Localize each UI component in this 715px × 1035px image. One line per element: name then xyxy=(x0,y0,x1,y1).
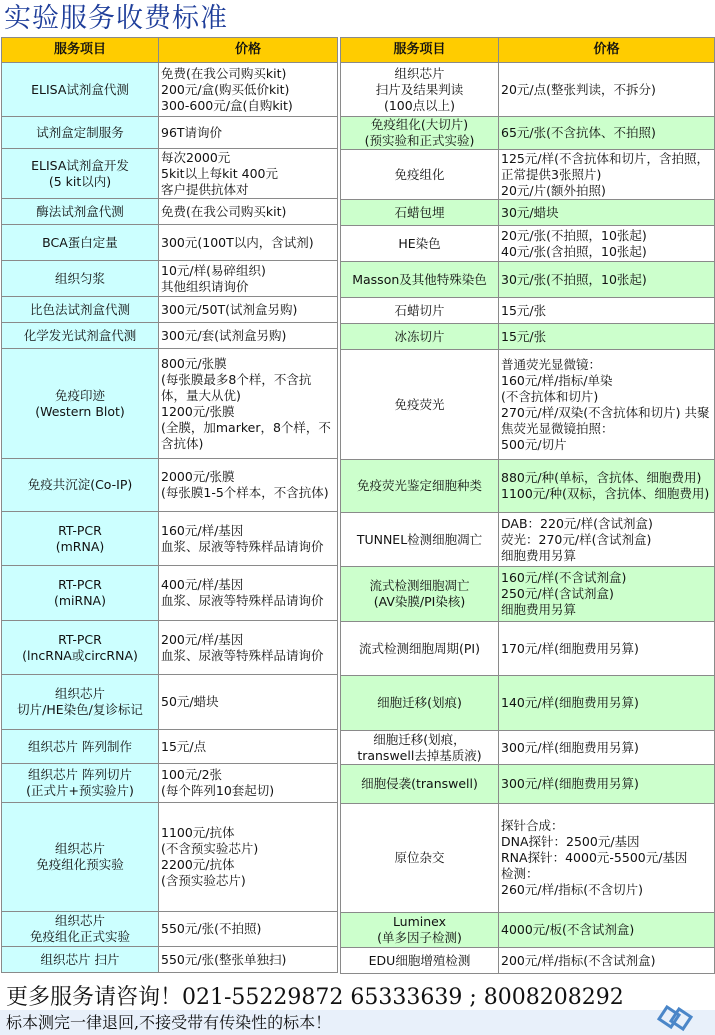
service-name-cell: ELISA试剂盒开发 (5 kit以内) xyxy=(2,149,159,199)
price-cell: 4000元/板(不含试剂盒) xyxy=(499,913,715,948)
price-cell: 160元/样/基因 血浆、尿液等特殊样品请询价 xyxy=(159,512,338,566)
price-header: 价格 xyxy=(499,38,715,63)
service-name-cell: 组织匀浆 xyxy=(2,261,159,297)
service-name-cell: RT-PCR (miRNA) xyxy=(2,566,159,621)
table-row xyxy=(341,63,715,117)
table-row xyxy=(341,298,715,324)
price-cell: 300元/样(细胞费用另算) xyxy=(499,765,715,804)
price-cell: 每次2000元 5kit以上每kit 400元 客户提供抗体对 xyxy=(159,149,338,199)
table-row xyxy=(341,350,715,460)
price-cell: 15元/张 xyxy=(499,324,715,350)
service-name-cell: 原位杂交 xyxy=(341,804,499,913)
table-row xyxy=(341,567,715,622)
service-name-cell: HE染色 xyxy=(341,226,499,262)
service-name-cell: 试剂盒定制服务 xyxy=(2,117,159,149)
service-name-cell: ELISA试剂盒代测 xyxy=(2,63,159,117)
service-name-cell: 免疫荧光鉴定细胞种类 xyxy=(341,460,499,513)
price-cell: 160元/样(不含试剂盒) 250元/样(含试剂盒) 细胞费用另算 xyxy=(499,567,715,622)
price-cell: 30元/蜡块 xyxy=(499,200,715,226)
price-cell: 10元/样(易碎组织) 其他组织请询价 xyxy=(159,261,338,297)
table-row xyxy=(2,225,338,261)
price-table-right xyxy=(340,37,715,974)
price-cell: 800元/张膜 (每张膜最多8个样，不含抗体，量大从优) 1200元/张膜 (全膜，加marker，8个样，不含抗体) xyxy=(159,349,338,459)
table-row xyxy=(341,804,715,913)
price-cell: 140元/样(细胞费用另算) xyxy=(499,676,715,731)
service-name-cell: 组织芯片 切片/HE染色/复诊标记 xyxy=(2,675,159,730)
service-name-cell: 石蜡切片 xyxy=(341,298,499,324)
table-row xyxy=(341,913,715,948)
price-cell: 170元/样(细胞费用另算) xyxy=(499,622,715,676)
table-row xyxy=(341,117,715,150)
service-name-cell: 免疫印迹 (Western Blot) xyxy=(2,349,159,459)
price-cell: 65元/张(不含抗体、不拍照) xyxy=(499,117,715,150)
table-row xyxy=(2,63,338,117)
service-name-cell: 组织芯片 阵列制作 xyxy=(2,730,159,764)
table-row xyxy=(341,622,715,676)
price-cell: 探针合成： DNA探针：2500元/基因 RNA探针：4000元-5500元/基因 检测： 260元/样/指标(不含切片) xyxy=(499,804,715,913)
table-row xyxy=(2,459,338,512)
service-name-cell: BCA蛋白定量 xyxy=(2,225,159,261)
service-name-cell: 细胞迁移(划痕， transwell去掉基质液) xyxy=(341,731,499,765)
price-cell: 200元/样/指标(不含试剂盒) xyxy=(499,948,715,974)
price-cell: 550元/张(不拍照) xyxy=(159,912,338,947)
table-row xyxy=(341,200,715,226)
table-row xyxy=(2,912,338,947)
price-cell: 96T请询价 xyxy=(159,117,338,149)
service-name-cell: 比色法试剂盒代测 xyxy=(2,297,159,323)
service-name-cell: 流式检测细胞凋亡 (AV染膜/PI染核) xyxy=(341,567,499,622)
table-row xyxy=(2,566,338,621)
price-cell: 50元/蜡块 xyxy=(159,675,338,730)
service-name-cell: 细胞迁移(划痕) xyxy=(341,676,499,731)
service-name-cell: 组织芯片 免疫组化预实验 xyxy=(2,803,159,912)
price-cell: 300元/套(试剂盒另购) xyxy=(159,323,338,349)
price-cell: 20元/点(整张判读，不拆分) xyxy=(499,63,715,117)
price-cell: 125元/样(不含抗体和切片，含拍照，正常提供3张照片) 20元/片(额外拍照) xyxy=(499,150,715,200)
table-row xyxy=(2,349,338,459)
service-name-cell: 组织芯片 扫片及结果判读 (100点以上) xyxy=(341,63,499,117)
service-name-cell: 组织芯片 扫片 xyxy=(2,947,159,973)
service-header: 服务项目 xyxy=(341,38,499,63)
table-row xyxy=(2,803,338,912)
service-name-cell: 免疫组化 xyxy=(341,150,499,200)
service-name-cell: RT-PCR (mRNA) xyxy=(2,512,159,566)
table-row xyxy=(2,297,338,323)
service-name-cell: 流式检测细胞周期(PI) xyxy=(341,622,499,676)
price-table-left xyxy=(1,37,338,973)
price-cell: 普通荧光显微镜： 160元/样/指标/单染 (不含抗体和切片) 270元/样/双染(不含抗体和切片) 共聚焦荧光显微镜拍照： 500元/切片 xyxy=(499,350,715,460)
table-row xyxy=(341,460,715,513)
service-name-cell: RT-PCR (lncRNA或circRNA) xyxy=(2,621,159,675)
price-cell: 200元/样/基因 血浆、尿液等特殊样品请询价 xyxy=(159,621,338,675)
price-cell: 400元/样/基因 血浆、尿液等特殊样品请询价 xyxy=(159,566,338,621)
price-cell: 15元/张 xyxy=(499,298,715,324)
price-cell: 15元/点 xyxy=(159,730,338,764)
table-row xyxy=(2,621,338,675)
service-name-cell: EDU细胞增殖检测 xyxy=(341,948,499,974)
service-name-cell: 冰冻切片 xyxy=(341,324,499,350)
table-row xyxy=(2,323,338,349)
service-name-cell: 免疫荧光 xyxy=(341,350,499,460)
table-row xyxy=(2,149,338,199)
price-cell: 30元/张(不拍照，10张起) xyxy=(499,262,715,298)
table-row xyxy=(341,262,715,298)
table-row xyxy=(2,947,338,973)
table-row xyxy=(341,513,715,567)
table-row xyxy=(2,261,338,297)
table-row xyxy=(341,731,715,765)
table-row xyxy=(2,675,338,730)
table-row xyxy=(341,226,715,262)
page-title: 实验服务收费标准 xyxy=(4,3,228,34)
table-row xyxy=(341,676,715,731)
table-header-row xyxy=(2,38,338,63)
price-cell: 免费(在我公司购买kit) 200元/盒(购买低价kit) 300-600元/盒(自购kit) xyxy=(159,63,338,117)
table-row xyxy=(2,730,338,764)
table-row xyxy=(2,117,338,149)
price-cell: 20元/张(不拍照，10张起) 40元/张(含拍照，10张起) xyxy=(499,226,715,262)
service-name-cell: 免疫组化(大切片) (预实验和正式实验) xyxy=(341,117,499,150)
table-header-row xyxy=(341,38,715,63)
logo-icon xyxy=(645,1003,705,1033)
service-name-cell: 组织芯片 免疫组化正式实验 xyxy=(2,912,159,947)
price-cell: 880元/种(单标，含抗体、细胞费用) 1100元/种(双标，含抗体、细胞费用) xyxy=(499,460,715,513)
price-header: 价格 xyxy=(159,38,338,63)
table-row xyxy=(341,765,715,804)
table-row xyxy=(341,324,715,350)
price-cell: 100元/2张 (每个阵列10套起切) xyxy=(159,764,338,803)
service-name-cell: Masson及其他特殊染色 xyxy=(341,262,499,298)
service-name-cell: 组织芯片 阵列切片 (正式片+预实验片) xyxy=(2,764,159,803)
service-name-cell: 细胞侵袭(transwell) xyxy=(341,765,499,804)
table-row xyxy=(2,764,338,803)
price-cell: 2000元/张膜 (每张膜1-5个样本，不含抗体) xyxy=(159,459,338,512)
table-row xyxy=(341,150,715,200)
service-name-cell: 免疫共沉淀(Co-IP) xyxy=(2,459,159,512)
service-name-cell: 酶法试剂盒代测 xyxy=(2,199,159,225)
price-cell: DAB：220元/样(含试剂盒) 荧光：270元/样(含试剂盒) 细胞费用另算 xyxy=(499,513,715,567)
table-row xyxy=(2,512,338,566)
price-cell: 300元(100T以内，含试剂) xyxy=(159,225,338,261)
service-name-cell: TUNNEL检测细胞凋亡 xyxy=(341,513,499,567)
service-header: 服务项目 xyxy=(2,38,159,63)
table-row xyxy=(341,948,715,974)
contact-line: 更多服务请咨询！021-55229872 65333639 ; 8008208292 xyxy=(6,985,624,1010)
service-name-cell: Luminex (单多因子检测) xyxy=(341,913,499,948)
price-cell: 550元/张(整张单独扫) xyxy=(159,947,338,973)
service-name-cell: 石蜡包埋 xyxy=(341,200,499,226)
notice-line: 标本测完一律退回,不接受带有传染性的标本！ xyxy=(6,1013,332,1032)
price-cell: 1100元/抗体 (不含预实验芯片) 2200元/抗体 (含预实验芯片) xyxy=(159,803,338,912)
table-row xyxy=(2,199,338,225)
price-cell: 300元/样(细胞费用另算) xyxy=(499,731,715,765)
price-cell: 免费(在我公司购买kit) xyxy=(159,199,338,225)
price-cell: 300元/50T(试剂盒另购) xyxy=(159,297,338,323)
service-name-cell: 化学发光试剂盒代测 xyxy=(2,323,159,349)
